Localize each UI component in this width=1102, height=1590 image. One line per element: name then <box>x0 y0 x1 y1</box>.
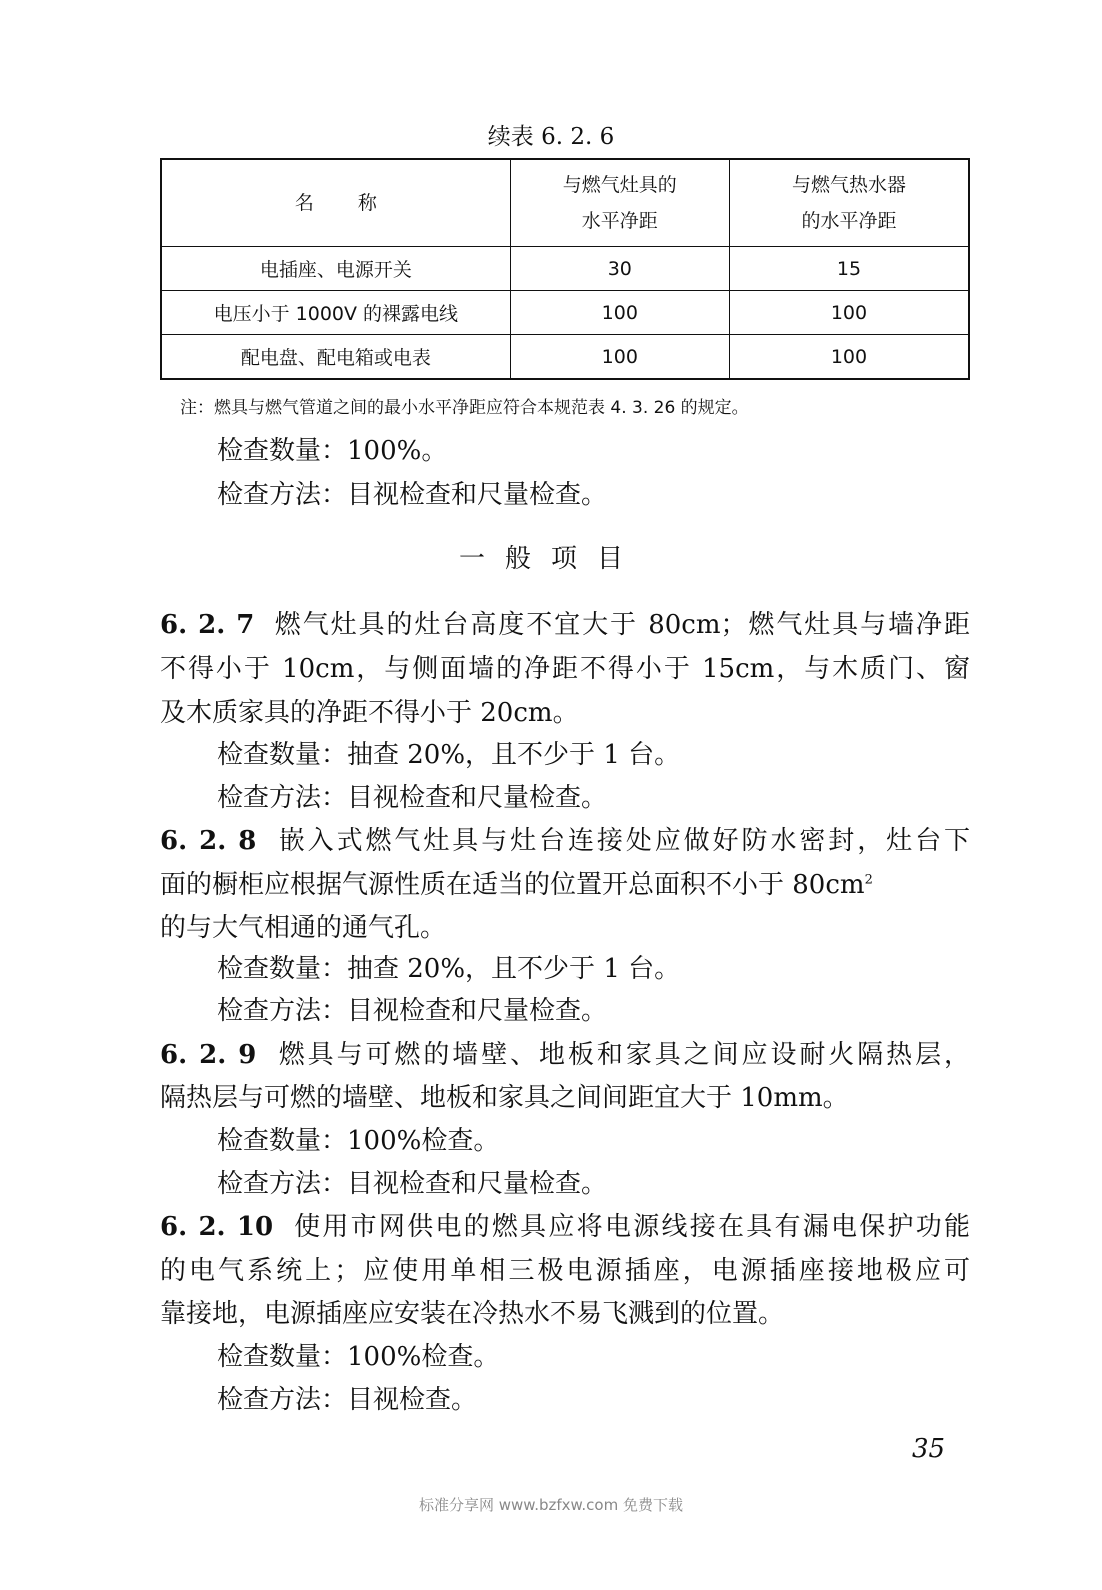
clause-6-2-10: 6. 2. 10 使用市网供电的燃具应将电源线接在具有漏电保护功能 <box>160 1212 970 1242</box>
cell-value: 15 <box>729 247 969 291</box>
check-method: 检查方法：目视检查。 <box>217 1385 478 1415</box>
clause-text-line: 不得小于 10cm，与侧面墙的净距不得小于 15cm，与木质门、窗 <box>160 654 970 684</box>
table-caption: 续表 6. 2. 6 <box>487 124 615 150</box>
check-quantity: 检查数量：100%检查。 <box>217 1126 500 1156</box>
clause-6-2-9: 6. 2. 9 燃具与可燃的墙壁、地板和家具之间应设耐火隔热层， <box>160 1040 971 1070</box>
check-quantity: 检查数量：100%检查。 <box>217 1342 500 1372</box>
header-name: 名称 <box>161 159 510 247</box>
cell-name: 电压小于 1000V 的裸露电线 <box>161 291 510 335</box>
footer-watermark: 标准分享网 www.bzfxw.com 免费下载 <box>419 1496 683 1514</box>
check-method: 检查方法：目视检查和尺量检查。 <box>217 480 608 510</box>
clearance-table <box>160 158 970 380</box>
clause-text-line: 的电气系统上；应使用单相三极电源插座，电源插座接地极应可 <box>160 1256 970 1286</box>
check-method: 检查方法：目视检查和尺量检查。 <box>217 783 608 813</box>
cell-value: 100 <box>510 291 729 335</box>
clause-number: 6. 2. 9 <box>160 1040 257 1070</box>
cell-name: 电插座、电源开关 <box>161 247 510 291</box>
clause-text-line: 隔热层与可燃的墙壁、地板和家具之间间距宜大于 10mm。 <box>160 1083 849 1113</box>
clause-6-2-7: 6. 2. 7 燃气灶具的灶台高度不宜大于 80cm；燃气灶具与墙净距 <box>160 610 970 640</box>
table-note: 注：燃具与燃气管道之间的最小水平净距应符合本规范表 4. 3. 26 的规定。 <box>180 398 749 418</box>
cell-value: 30 <box>510 247 729 291</box>
cell-value: 100 <box>729 335 969 380</box>
section-title: 一般项目 <box>458 544 643 574</box>
clause-text-line: 及木质家具的净距不得小于 20cm。 <box>160 698 579 728</box>
clause-text-line: 靠接地，电源插座应安装在冷热水不易飞溅到的位置。 <box>160 1299 785 1329</box>
cell-value: 100 <box>510 335 729 380</box>
table-header-row <box>161 159 969 247</box>
clause-6-2-8: 6. 2. 8 嵌入式燃气灶具与灶台连接处应做好防水密封，灶台下 <box>160 826 971 856</box>
table-row <box>161 291 969 335</box>
check-method: 检查方法：目视检查和尺量检查。 <box>217 996 608 1026</box>
clause-number: 6. 2. 7 <box>160 610 255 640</box>
header-stove-distance: 与燃气灶具的 水平净距 <box>510 159 729 247</box>
page-number: 35 <box>912 1434 946 1464</box>
table-row <box>161 335 969 380</box>
check-quantity: 检查数量：100%。 <box>217 436 448 466</box>
table-row <box>161 247 969 291</box>
check-quantity: 检查数量：抽查 20%，且不少于 1 台。 <box>217 954 681 984</box>
check-method: 检查方法：目视检查和尺量检查。 <box>217 1169 608 1199</box>
check-quantity: 检查数量：抽查 20%，且不少于 1 台。 <box>217 740 681 770</box>
clause-text-line: 的与大气相通的通气孔。 <box>160 913 447 943</box>
clause-text-line: 面的橱柜应根据气源性质在适当的位置开总面积不小于 $80cm^2$ <box>160 870 873 900</box>
header-heater-distance: 与燃气热水器 的水平净距 <box>729 159 969 247</box>
cell-value: 100 <box>729 291 969 335</box>
clause-number: 6. 2. 8 <box>160 826 257 856</box>
clause-number: 6. 2. 10 <box>160 1212 274 1242</box>
cell-name: 配电盘、配电箱或电表 <box>161 335 510 380</box>
